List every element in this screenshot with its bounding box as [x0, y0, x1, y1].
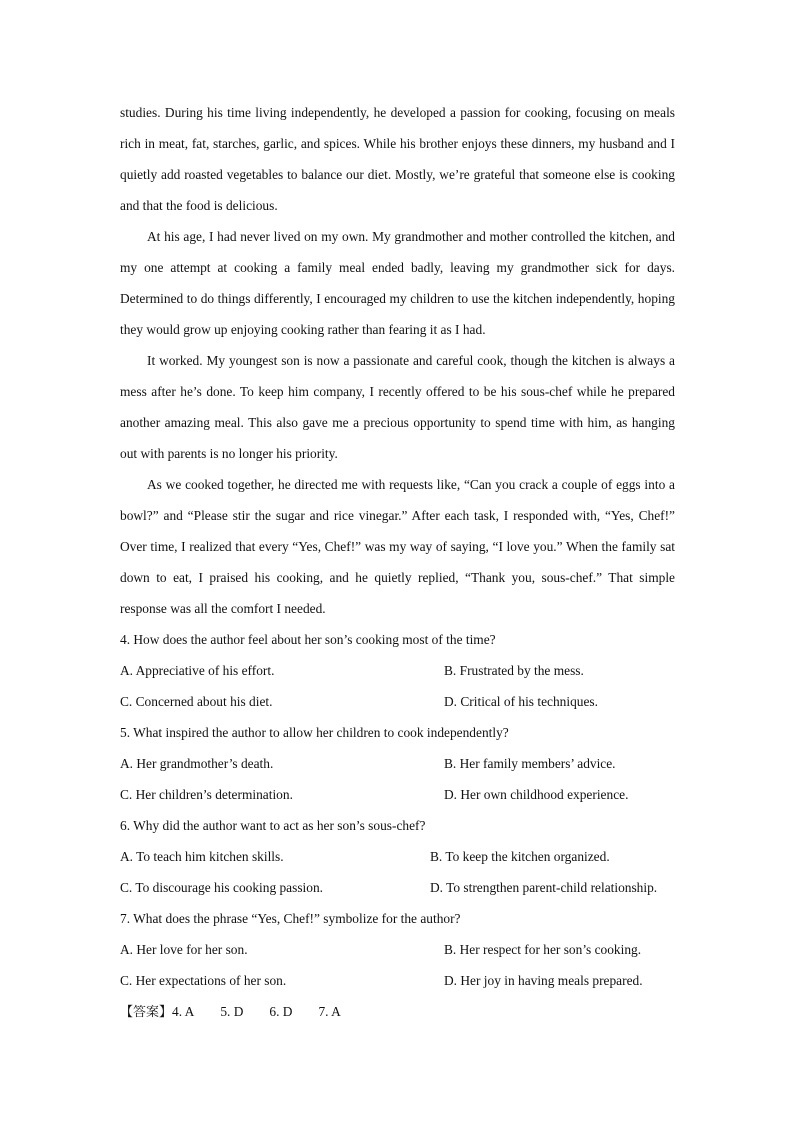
option-a: A. To teach him kitchen skills.: [120, 849, 284, 864]
document-page: [120, 97, 675, 1028]
answer-label: 【答案】: [120, 1005, 173, 1020]
answer-key: [120, 996, 675, 1028]
passage-paragraph: At his age, I had never lived on my own. My grandmother and mother controlled the kitchen, and my one attempt at cooking a family meal ended badly, leaving my grandmother sick for days. Determined to do things differently, I encouraged my children to use the kitchen independently, hoping they would grow up enjoying cooking rather than fearing it as I had.: [120, 229, 675, 337]
option-row: [120, 748, 675, 779]
option-a: A. Her grandmother’s death.: [120, 756, 274, 771]
option-c: C. Concerned about his diet.: [120, 694, 273, 709]
option-row: [120, 872, 675, 903]
option-row: [120, 779, 675, 810]
option-b: B. Her respect for her son’s cooking.: [444, 942, 642, 957]
option-c: C. To discourage his cooking passion.: [120, 880, 324, 895]
answer-item: 5. D: [220, 1004, 244, 1019]
option-d: D. To strengthen parent-child relationship.: [430, 880, 658, 895]
option-row: [120, 841, 675, 872]
option-d: D. Her joy in having meals prepared.: [444, 973, 643, 988]
option-b: B. Frustrated by the mess.: [444, 663, 584, 678]
passage-paragraph: studies. During his time living independently, he developed a passion for cooking, focusing on meals rich in meat, fat, starches, garlic, and spices. While his brother enjoys these dinners, my husband and I quietly add roasted vegetables to balance our diet. Mostly, we’re grateful that someone else is cooking and that the food is delicious.: [120, 105, 675, 213]
option-a: A. Appreciative of his effort.: [120, 663, 275, 678]
question-stem: 6. Why did the author want to act as her son’s sous-chef?: [120, 818, 426, 833]
option-d: D. Critical of his techniques.: [444, 694, 598, 709]
option-c: C. Her children’s determination.: [120, 787, 293, 802]
option-row: [120, 965, 675, 996]
answer-item: 6. D: [269, 1004, 293, 1019]
option-row: [120, 686, 675, 717]
question-stem: 5. What inspired the author to allow her children to cook independently?: [120, 725, 509, 740]
question-stem: 4. How does the author feel about her son’s cooking most of the time?: [120, 632, 496, 647]
question-stem: 7. What does the phrase “Yes, Chef!” symbolize for the author?: [120, 911, 461, 926]
option-a: A. Her love for her son.: [120, 942, 248, 957]
passage-paragraph: As we cooked together, he directed me with requests like, “Can you crack a couple of eggs into a bowl?” and “Please stir the sugar and rice vinegar.” After each task, I responded with, “Yes, Chef!” Over time, I realized that every “Yes, Chef!” was my way of saying, “I love you.” When the family sat down to eat, I praised his cooking, and he quietly replied, “Thank you, sous-chef.” That simple response was all the comfort I needed.: [120, 477, 675, 616]
option-b: B. Her family members’ advice.: [444, 756, 616, 771]
option-row: [120, 655, 675, 686]
option-c: C. Her expectations of her son.: [120, 973, 287, 988]
option-b: B. To keep the kitchen organized.: [430, 849, 610, 864]
answer-item: 7. A: [318, 1004, 341, 1019]
option-d: D. Her own childhood experience.: [444, 787, 629, 802]
passage-paragraph: It worked. My youngest son is now a passionate and careful cook, though the kitchen is always a mess after he’s done. To keep him company, I recently offered to be his sous-chef while he prepared another amazing meal. This also gave me a precious opportunity to spend time with him, as hanging out with parents is no longer his priority.: [120, 353, 675, 461]
answer-item: 4. A: [172, 1004, 195, 1019]
option-row: [120, 934, 675, 965]
